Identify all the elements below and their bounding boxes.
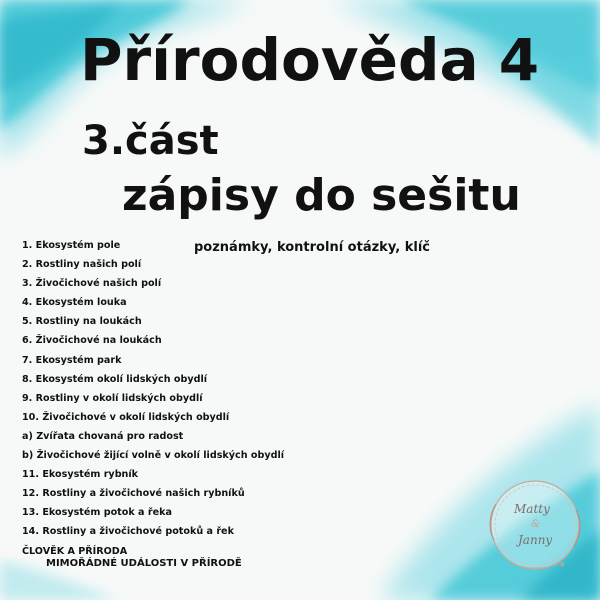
list-item: ČLOVĚK A PŘÍRODA [22, 545, 128, 557]
list-item: 14. Rostliny a živočichové potoků a řek [22, 526, 234, 538]
subtitle: zápisy do sešitu [122, 170, 521, 221]
list-item: 13. Ekosystém potok a řeka [22, 507, 172, 519]
list-item: 4. Ekosystém louka [22, 297, 127, 309]
logo-name-1: Matty [514, 502, 550, 516]
list-item: 3. Živočichové našich polí [22, 278, 162, 290]
list-item: 2. Rostliny našich polí [22, 259, 142, 271]
list-item: 11. Ekosystém rybník [22, 469, 139, 481]
brand-logo [480, 470, 590, 580]
notes-line: poznámky, kontrolní otázky, klíč [194, 240, 431, 255]
list-item: 10. Živočichové v okolí lidských obydlí [22, 411, 230, 423]
list-item: 7. Ekosystém park [22, 354, 122, 366]
logo-name-2: Janny [518, 533, 553, 547]
list-item: b) Živočichové žijící volně v okolí lidských obydlí [22, 450, 285, 462]
page-title: Přírodověda 4 [80, 26, 540, 94]
list-item: 5. Rostliny na loukách [22, 316, 142, 328]
list-item: a) Zvířata chovaná pro radost [22, 430, 184, 442]
list-item: 9. Rostliny v okolí lidských obydlí [22, 392, 203, 404]
list-item: 8. Ekosystém okolí lidských obydlí [22, 373, 208, 385]
list-item: 12. Rostliny a živočichové našich rybníků [22, 488, 245, 500]
part-label: 3.část [82, 118, 219, 164]
topic-list [22, 236, 284, 561]
footer-topic: MIMOŘÁDNÉ UDÁLOSTI V PŘÍRODĚ [46, 558, 242, 569]
list-item: 6. Živočichové na loukách [22, 335, 162, 347]
list-item: 1. Ekosystém pole [22, 240, 121, 251]
logo-ampersand: & [531, 519, 540, 530]
